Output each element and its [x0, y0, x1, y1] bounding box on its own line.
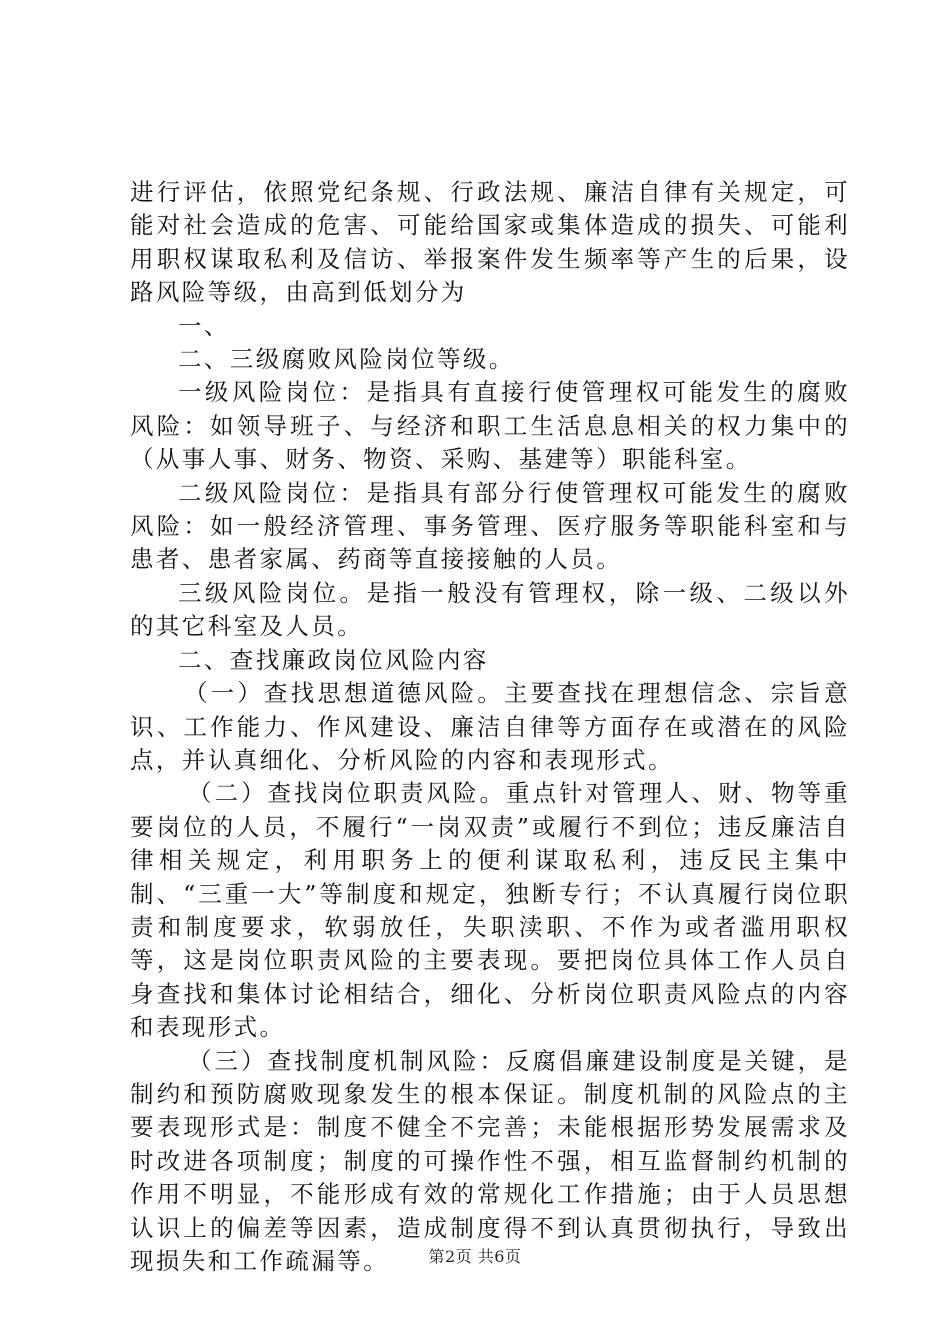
document-body	[130, 176, 850, 1278]
paragraph-level-one: 一级风险岗位：是指具有直接行使管理权可能发生的腐败风险：如领导班子、与经济和职工生活息息相关的权力集中的（从事人事、财务、物资、采购、基建等）职能科室。	[130, 378, 850, 474]
paragraph-level-two: 二级风险岗位：是指具有部分行使管理权可能发生的腐败风险：如一般经济管理、事务管理、医疗服务等职能科室和与患者、患者家属、药商等直接接触的人员。	[130, 478, 850, 574]
page-number: 第2页 共6页	[428, 1247, 522, 1266]
paragraph-item-one: 一、	[178, 311, 230, 340]
page-footer	[0, 1244, 950, 1267]
section-heading-risk-content: 二、查找廉政岗位风险内容	[178, 645, 489, 674]
paragraph-intro: 进行评估，依照党纪条规、行政法规、廉洁自律有关规定，可能对社会造成的危害、可能给国家或集体造成的损失、可能利用职权谋取私利及信访、举报案件发生频率等产生的后果，设路风险等级，由高到低划分为	[130, 178, 850, 307]
paragraph-moral-risk: （一）查找思想道德风险。主要查找在理想信念、宗旨意识、工作能力、作风建设、廉洁自律等方面存在或潜在的风险点，并认真细化、分析风险的内容和表现形式。	[130, 679, 850, 774]
paragraph-level-heading: 二、三级腐败风险岗位等级。	[178, 345, 515, 374]
paragraph-duty-risk: （二）查找岗位职责风险。重点针对管理人、财、物等重要岗位的人员，不履行“一岗双责”或履行不到位；违反廉洁自律相关规定，利用职务上的便利谋取私利，违反民主集中制、“三重一大”等制度和规定，独断专行；不认真履行岗位职责和制度要求，软弱放任，失职渎职、不作为或者滥用职权等，这是岗位职责风险的主要表现。要把岗位具体工作人员自身查找和集体讨论相结合，细化、分析岗位职责风险点的内容和表现形式。	[130, 779, 850, 1042]
paragraph-system-risk: （三）查找制度机制风险：反腐倡廉建设制度是关键，是制约和预防腐败现象发生的根本保证。制度机制的风险点的主要表现形式是：制度不健全不完善；未能根据形势发展需求及时改进各项制度；制度的可操作性不强，相互监督制约机制的作用不明显，不能形成有效的常规化工作措施；由于人员思想认识上的偏差等因素，造成制度得不到认真贯彻执行，导致出现损失和工作疏漏等。	[130, 1046, 850, 1275]
paragraph-level-three: 三级风险岗位。是指一般没有管理权，除一级、二级以外的其它科室及人员。	[130, 578, 850, 641]
